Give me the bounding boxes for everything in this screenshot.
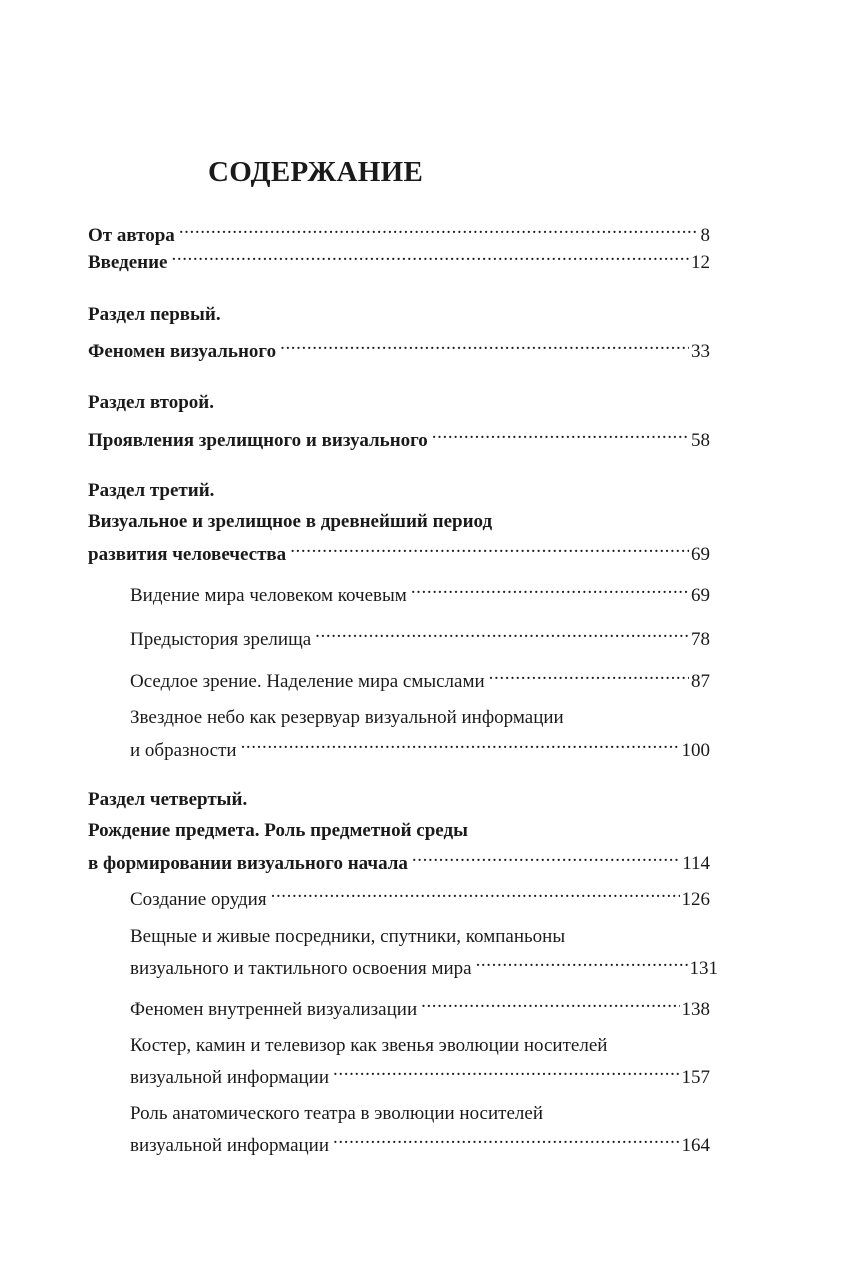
leader-dots (172, 242, 690, 268)
toc-entry-razdel1[interactable] (88, 331, 710, 362)
toc-page-number: 58 (691, 430, 710, 451)
toc-page-number: 69 (691, 544, 710, 565)
toc-page-number: 114 (682, 853, 710, 874)
toc-page-number: 126 (681, 889, 710, 910)
leader-dots (280, 331, 689, 357)
section-label: Раздел второй. (88, 392, 214, 413)
leader-dots (411, 575, 689, 601)
toc-subentry[interactable] (130, 619, 710, 650)
toc-page-number: 100 (681, 740, 710, 761)
toc-subentry[interactable] (130, 989, 710, 1020)
toc-entry-ot-avtora[interactable] (88, 215, 710, 246)
toc-subentry[interactable] (130, 661, 710, 692)
toc-subentry[interactable] (130, 1057, 710, 1088)
toc-entry-title: Предыстория зрелища (130, 629, 312, 650)
toc-subentry-title-line: Вещные и живые посредники, спутники, компаньоны (130, 926, 566, 947)
leader-dots (179, 215, 699, 241)
toc-entry-title: визуального и тактильного освоения мира (130, 958, 472, 979)
toc-entry-title: Проявления зрелищного и визуального (88, 430, 428, 451)
section-label: Раздел первый. (88, 304, 221, 325)
toc-entry-title: Введение (88, 252, 168, 273)
toc-page-number: 164 (681, 1135, 710, 1156)
toc-entry-title: Создание орудия (130, 889, 267, 910)
toc-page-number: 33 (691, 341, 710, 362)
toc-entry-title: и образности (130, 740, 237, 761)
toc-entry-title: в формировании визуального начала (88, 853, 408, 874)
toc-subentry[interactable] (130, 730, 710, 761)
toc-subentry[interactable] (130, 1125, 710, 1156)
toc-subentry-title-line: Звездное небо как резервуар визуальной информации (130, 707, 564, 728)
toc-entry-title: визуальной информации (130, 1135, 330, 1156)
toc-page-number: 138 (681, 999, 710, 1020)
toc-subentry-title-line: Костер, камин и телевизор как звенья эволюции носителей (130, 1035, 608, 1056)
leader-dots (489, 661, 689, 687)
leader-dots (241, 730, 680, 756)
toc-page-number: 87 (691, 671, 710, 692)
leader-dots (432, 420, 689, 446)
toc-entry-razdel2[interactable] (88, 420, 710, 451)
toc-page-number: 131 (689, 958, 718, 979)
leader-dots (315, 619, 689, 645)
toc-entry-title: Оседлое зрение. Наделение мира смыслами (130, 671, 485, 692)
toc-entry-title: Феномен визуального (88, 341, 277, 362)
section-label: Раздел четвертый. (88, 789, 248, 810)
leader-dots (290, 534, 689, 560)
toc-entry-title: Феномен внутренней визуализации (130, 999, 418, 1020)
leader-dots (333, 1057, 679, 1083)
toc-entry-title-line: Визуальное и зрелищное в древнейший период (88, 511, 493, 532)
toc-page-number: 69 (691, 585, 710, 606)
toc-page-number: 12 (691, 252, 710, 273)
toc-subentry[interactable] (130, 948, 718, 979)
toc-page-number: 78 (691, 629, 710, 650)
toc-entry-title: Видение мира человеком кочевым (130, 585, 407, 606)
toc-entry-title: визуальной информации (130, 1067, 330, 1088)
leader-dots (476, 948, 688, 974)
page-title: СОДЕРЖАНИЕ (208, 156, 424, 188)
toc-page-number: 8 (700, 225, 710, 246)
toc-entry-title-line: Рождение предмета. Роль предметной среды (88, 820, 468, 841)
toc-subentry[interactable] (130, 575, 710, 606)
leader-dots (333, 1125, 679, 1151)
leader-dots (271, 879, 680, 905)
toc-entry-vvedenie[interactable] (88, 242, 710, 273)
leader-dots (412, 843, 680, 869)
toc-entry-title: От автора (88, 225, 175, 246)
toc-entry-razdel4[interactable] (88, 843, 710, 874)
section-label: Раздел третий. (88, 480, 215, 501)
leader-dots (421, 989, 679, 1015)
toc-page-number: 157 (681, 1067, 710, 1088)
toc-subentry[interactable] (130, 879, 710, 910)
toc-entry-razdel3[interactable] (88, 534, 710, 565)
toc-subentry-title-line: Роль анатомического театра в эволюции носителей (130, 1103, 543, 1124)
toc-entry-title: развития человечества (88, 544, 287, 565)
